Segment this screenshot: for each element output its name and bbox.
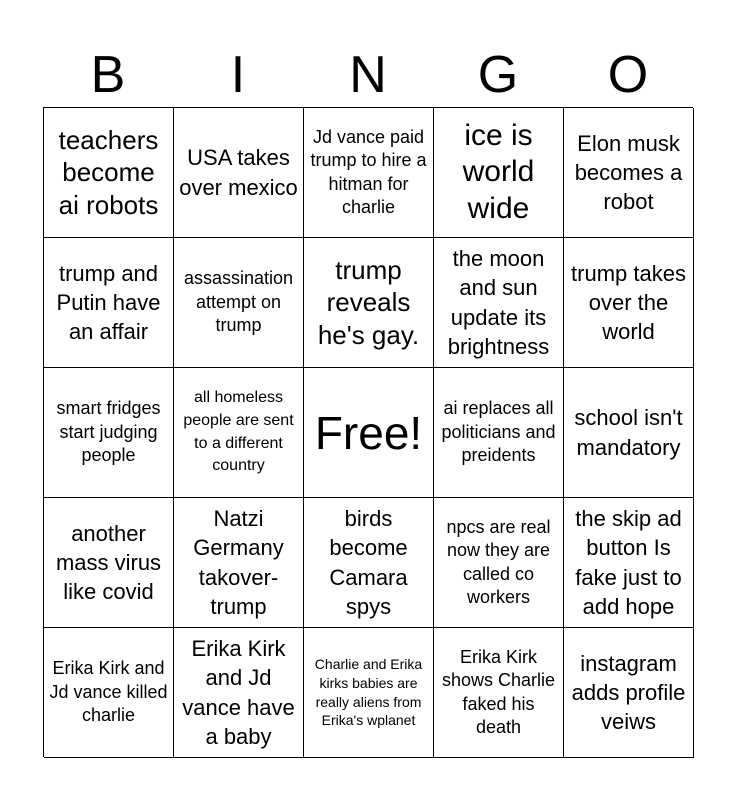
cell-text: npcs are real now they are called co workers (446, 516, 551, 607)
bingo-cell[interactable] (44, 238, 174, 368)
cell-text: birds become Camara spys (329, 506, 408, 619)
cell-text: trump reveals he's gay. (317, 254, 420, 350)
free-space-text: Free! (314, 406, 423, 459)
bingo-header (43, 44, 693, 106)
bingo-cell[interactable] (304, 238, 434, 368)
bingo-cell[interactable] (564, 368, 694, 498)
bingo-cell[interactable] (174, 238, 304, 368)
cell-text: Erika Kirk and Jd vance killed charlie (49, 658, 168, 726)
cell-text: USA takes over mexico (179, 145, 298, 200)
bingo-cell[interactable] (564, 238, 694, 368)
bingo-cell[interactable] (304, 108, 434, 238)
cell-text: all homeless people are sent to a different country (183, 389, 294, 475)
cell-text: assassination attempt on trump (183, 268, 294, 336)
free-space-cell[interactable] (304, 368, 434, 498)
bingo-cell[interactable] (434, 498, 564, 628)
header-letter-b: B (90, 46, 126, 104)
bingo-cell[interactable] (564, 108, 694, 238)
bingo-cell[interactable] (174, 628, 304, 758)
bingo-cell[interactable] (174, 108, 304, 238)
header-letter-g: G (477, 46, 519, 104)
cell-text: school isn't mandatory (574, 405, 683, 460)
cell-text: Natzi Germany takover- trump (193, 506, 284, 619)
cell-text: smart fridges start judging people (56, 398, 161, 466)
bingo-cell[interactable] (44, 368, 174, 498)
cell-text: instagram adds profile veiws (571, 650, 686, 735)
bingo-cell[interactable] (434, 628, 564, 758)
bingo-cell[interactable] (174, 498, 304, 628)
bingo-cell[interactable] (174, 368, 304, 498)
cell-text: Elon musk becomes a robot (574, 130, 683, 215)
cell-text: Jd vance paid trump to hire a hitman for charlie (310, 126, 427, 217)
cell-text: another mass virus like covid (55, 520, 162, 605)
bingo-board (43, 107, 693, 757)
cell-text: the skip ad button Is fake just to add hope (575, 506, 682, 619)
bingo-cell[interactable] (44, 498, 174, 628)
bingo-cell[interactable] (44, 108, 174, 238)
bingo-cell[interactable] (304, 498, 434, 628)
bingo-cell[interactable] (44, 628, 174, 758)
cell-text: teachers become ai robots (58, 124, 159, 220)
bingo-cell[interactable] (434, 238, 564, 368)
cell-text: trump and Putin have an affair (56, 260, 161, 345)
cell-text: ai replaces all politicians and preidents (441, 398, 556, 466)
cell-text: trump takes over the world (571, 260, 686, 345)
header-letter-n: N (349, 46, 387, 104)
cell-text: ice is world wide (462, 118, 535, 225)
bingo-cell[interactable] (564, 628, 694, 758)
bingo-cell[interactable] (434, 368, 564, 498)
header-letter-i: I (230, 46, 246, 104)
cell-text: Erika Kirk and Jd vance have a baby (182, 636, 295, 749)
header-letter-o: O (607, 46, 649, 104)
bingo-cell[interactable] (434, 108, 564, 238)
cell-text: the moon and sun update its brightness (447, 246, 550, 359)
bingo-cell[interactable] (304, 628, 434, 758)
bingo-cell[interactable] (564, 498, 694, 628)
cell-text: Charlie and Erika kirks babies are really aliens from Erika's wplanet (314, 655, 423, 729)
cell-text: Erika Kirk shows Charlie faked his death (441, 646, 556, 737)
